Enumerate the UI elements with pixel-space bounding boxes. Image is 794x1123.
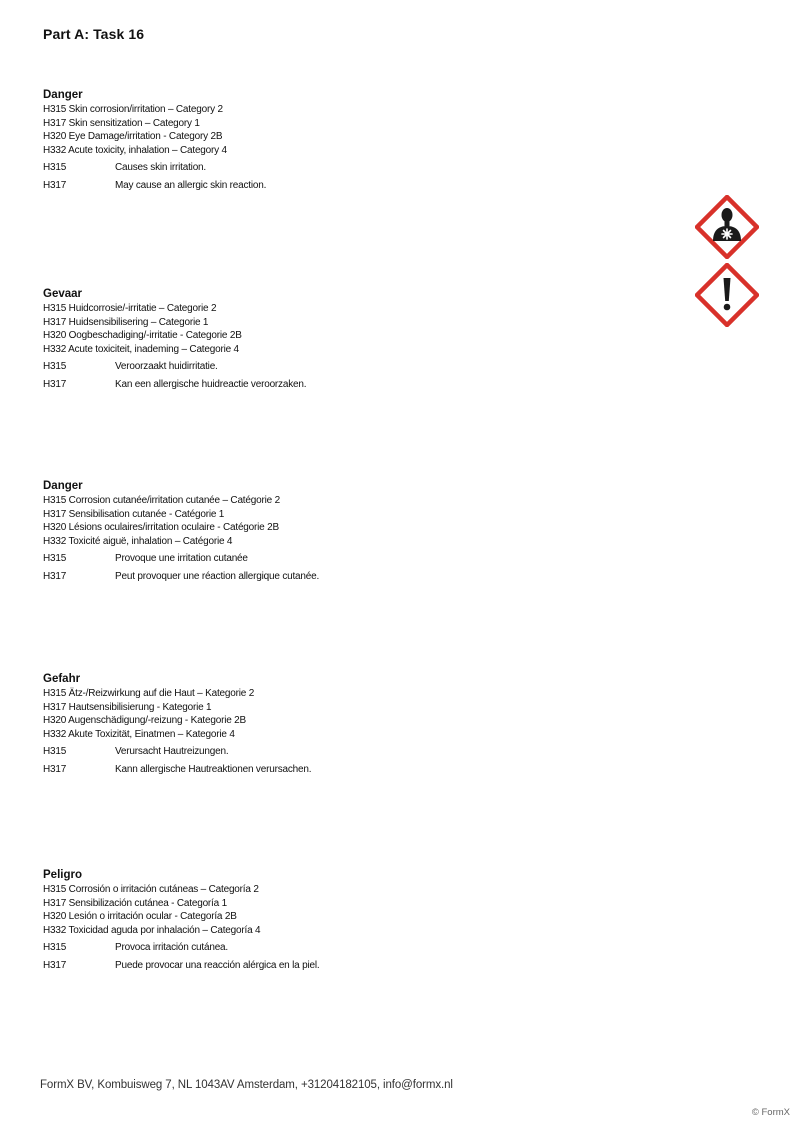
health-hazard-icon <box>695 195 759 259</box>
hazard-class-line: H320 Lésions oculaires/irritation oculaire - Catégorie 2B <box>43 522 279 533</box>
hazard-text: Kan een allergische huidreactie veroorzaken. <box>115 379 307 390</box>
hazard-code: H315 <box>43 746 67 757</box>
hazard-statement <box>43 179 663 192</box>
hazard-text: Causes skin irritation. <box>115 162 206 173</box>
hazard-statement <box>43 161 663 174</box>
hazard-text: Veroorzaakt huidirritatie. <box>115 361 218 372</box>
hazard-statement <box>43 745 663 758</box>
hazard-section-english <box>43 88 663 192</box>
hazard-text: Provoca irritación cutánea. <box>115 942 228 953</box>
hazard-class-line: H320 Lesión o irritación ocular - Categoría 2B <box>43 911 237 922</box>
hazard-statement <box>43 959 663 972</box>
ghs-pictogram-exclamation <box>695 263 759 327</box>
hazard-class-line: H332 Toxicidad aguda por inhalación – Categoría 4 <box>43 924 261 936</box>
hazard-class-line: H317 Hautsensibilisierung - Kategorie 1 <box>43 701 212 713</box>
signal-word: Danger <box>43 89 83 101</box>
hazard-text: Kann allergische Hautreaktionen verursachen. <box>115 764 312 775</box>
hazard-code: H315 <box>43 361 67 372</box>
hazard-text: Provoque une irritation cutanée <box>115 553 248 564</box>
hazard-text: May cause an allergic skin reaction. <box>115 180 267 191</box>
hazard-class-line: H320 Eye Damage/irritation - Category 2B <box>43 131 223 142</box>
hazard-class-line: H332 Acute toxiciteit, inademing – Categorie 4 <box>43 343 239 355</box>
hazard-code: H315 <box>43 162 67 173</box>
hazard-section-spanish <box>43 868 663 972</box>
hazard-class-line: H332 Toxicité aiguë, inhalation – Catégorie 4 <box>43 535 233 547</box>
hazard-class-line: H317 Sensibilisation cutanée - Catégorie 1 <box>43 508 225 520</box>
hazard-section-german <box>43 672 663 776</box>
hazard-class-line: H315 Corrosion cutanée/irritation cutanée – Catégorie 2 <box>43 495 280 506</box>
page-title: Part A: Task 16 <box>43 26 145 42</box>
hazard-statement <box>43 360 663 373</box>
hazard-statement <box>43 570 663 583</box>
hazard-class-line: H320 Oogbeschadiging/-irritatie - Categorie 2B <box>43 330 242 341</box>
signal-word: Gevaar <box>43 288 83 300</box>
company-address-footer: FormX BV, Kombuisweg 7, NL 1043AV Amsterdam, +31204182105, info@formx.nl <box>40 1079 453 1091</box>
hazard-text: Verursacht Hautreizungen. <box>115 746 229 757</box>
hazard-class-line: H332 Acute toxicity, inhalation – Category 4 <box>43 144 227 156</box>
hazard-code: H317 <box>43 571 67 582</box>
hazard-code: H315 <box>43 553 67 564</box>
ghs-pictogram-health-hazard <box>695 195 759 259</box>
hazard-statement <box>43 941 663 954</box>
signal-word: Gefahr <box>43 673 81 685</box>
hazard-class-line: H317 Sensibilización cutánea - Categoría 1 <box>43 897 227 909</box>
hazard-text: Puede provocar una reacción alérgica en la piel. <box>115 960 320 971</box>
hazard-class-line: H317 Huidsensibilisering – Categorie 1 <box>43 316 209 328</box>
hazard-class-line: H317 Skin sensitization – Category 1 <box>43 117 200 129</box>
hazard-code: H317 <box>43 764 67 775</box>
hazard-class-line: H332 Akute Toxizität, Einatmen – Kategorie 4 <box>43 728 235 740</box>
hazard-class-line: H315 Ätz-/Reizwirkung auf die Haut – Kategorie 2 <box>43 688 255 699</box>
hazard-class-line: H315 Huidcorrosie/-irritatie – Categorie 2 <box>43 303 217 314</box>
hazard-code: H315 <box>43 942 67 953</box>
hazard-code: H317 <box>43 180 67 191</box>
hazard-code: H317 <box>43 960 67 971</box>
copyright-notice: © FormX <box>751 1107 790 1118</box>
exclamation-mark-icon <box>695 263 759 327</box>
hazard-section-dutch <box>43 287 663 391</box>
signal-word: Peligro <box>43 869 82 881</box>
signal-word: Danger <box>43 480 83 492</box>
hazard-statement <box>43 378 663 391</box>
hazard-statement <box>43 552 663 565</box>
hazard-code: H317 <box>43 379 67 390</box>
hazard-text: Peut provoquer une réaction allergique cutanée. <box>115 571 320 582</box>
hazard-class-line: H315 Skin corrosion/irritation – Category 2 <box>43 104 223 115</box>
hazard-statement <box>43 763 663 776</box>
hazard-section-french <box>43 479 663 583</box>
hazard-class-line: H315 Corrosión o irritación cutáneas – Categoría 2 <box>43 884 259 895</box>
hazard-class-line: H320 Augenschädigung/-reizung - Kategorie 2B <box>43 715 247 726</box>
